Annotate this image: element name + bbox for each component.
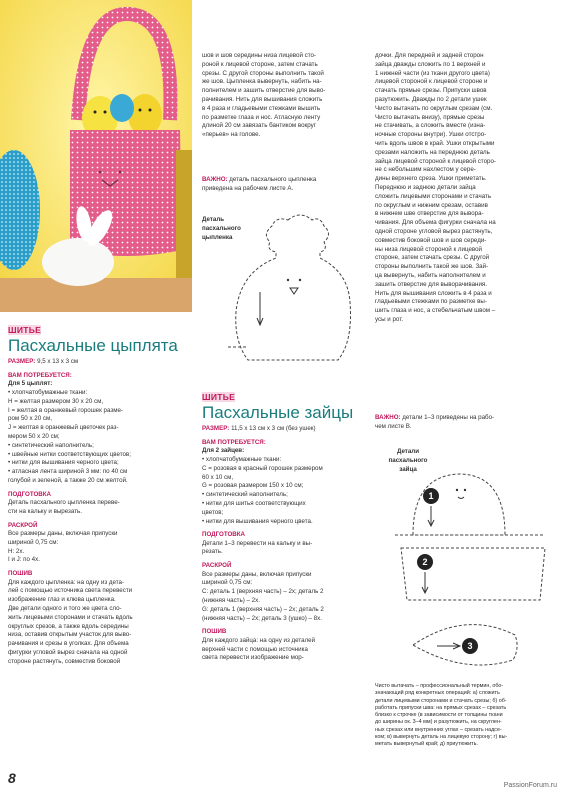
glossary-line: работать припуски шва: на прямых срезах – срезать [375,704,507,711]
bunnies-material-line: • хлопчатобумажные ткани: [202,455,282,463]
text-line: чить вдоль швов в край. Ушки открытыми [375,139,495,147]
bunny-part-1-outline [413,474,505,535]
text-line: Чисто вытачать внизу), прямые срезы [375,113,485,121]
bunnies-cut-line: шириной 0,75 см: [202,579,253,587]
text-line: по разметке глаза и нос. Атласную ленту [202,113,321,121]
note-text: чем листе В. [375,422,412,430]
chicks-cut-line: шириной 0,75 см: [8,538,59,546]
chicks-material-line: I = желтая в оранжевый горошек разме- [8,406,123,414]
glossary-note [375,683,559,749]
chicks-size-value: 9,5 х 13 х 3 см [37,358,79,365]
chicks-sew-label: ПОШИВ [8,570,33,578]
glossary-line: близко к строчке (в зависимости от толщины ткани [375,712,503,719]
text-line: зашить отверстие для выворачивания. [375,280,487,288]
bunnies-cut-text [202,571,372,624]
bunnies-need-label: ВАМ ПОТРЕБУЕТСЯ: [202,438,266,446]
bunnies-material-line: цветов; [202,508,224,516]
text-line: ночные стороны внутри). Ушки отстро- [375,131,487,139]
text-line: усы и рот. [375,315,404,323]
glossary-line: значающий ряд конкретных операций: а) сложить [375,690,500,697]
glossary-line: Чисто вытачать – профессиональный термин, обо- [375,683,504,689]
chicks-sew-line: рачивания и срезы в уголках. Для объема [8,640,129,648]
bunnies-prep-label: ПОДГОТОВКА [202,531,245,539]
bunnies-material-line: • нитки для шитья соответствующих [202,499,306,507]
chicks-materials [8,380,188,486]
chicks-need-label: ВАМ ПОТРЕБУЕТСЯ: [8,371,72,379]
bunny-eye-mark [456,489,458,491]
bunnies-sew-line: Для каждого зайца: на одну из деталей [202,636,316,644]
text-line: стороны выполнить такой же шов. Зай- [375,263,489,271]
bunnies-prep-line: резать. [202,548,223,556]
pattern-label-line: цыпленка [202,233,233,241]
page-number: 8 [8,770,16,786]
bunnies-material-line: G = розовая размером 150 х 10 см; [202,482,304,490]
chicks-sew-line: Две детали одного и того же цвета сло- [8,604,122,612]
bunnies-cut-line: (нижняя часть) – 2х; деталь 3 (ушко) – 8х. [202,614,322,622]
bunnies-sew-line: верхней части с помощью источника [202,645,308,653]
chicks-sew-text [8,579,188,667]
text-line: «перьев» на голове. [202,131,261,139]
bunnies-size-value: 11,5 х 13 см х 3 см (без ушек) [231,425,316,432]
text-line: ны низа лицевой стороной к лицевой [375,245,483,253]
text-line: сложить лицевыми сторонами и стачать [375,192,492,200]
text-line: зайца дважды сложить по 1 верхней и [375,60,486,68]
bunnies-prep-line: Детали 1–3 перевести на кальку и вы- [202,539,313,547]
chick-eye-mark [287,279,289,281]
text-line: зайца лицевой стороной к лицевой сторо- [375,157,496,165]
part-1-number: 1 [428,491,434,501]
chicks-cut-line: Все размеры даны, включая припуски [8,530,118,538]
chicks-material-line: голубой и зеленой, а также 20 см желтой. [8,476,128,484]
chicks-sew-line: жить лицевыми сторонами и стачать вдоль [8,613,133,621]
bunnies-title: Пасхальные зайцы [202,403,354,422]
text-line: срезы. С другой стороны выполнить такой [202,69,324,77]
bunnies-need-for: Для 2 зайцев: [202,447,245,455]
chicks-sew-line: лей с помощью источника света перевести [8,587,133,595]
glossary-line: ных срезах или внутренних углах – срезать надсе- [375,726,502,733]
bunnies-cut-line: Все размеры даны, включая припуски [202,570,312,578]
text-line: Чисто вытачать по округлым срезам (см. [375,104,493,112]
chick-eye-mark [299,279,301,281]
text-line: совместив боковой шов и шов середи- [375,236,487,244]
chicks-sew-line: Для каждого цыпленка: на одну из дета- [8,578,125,586]
text-line: не стачивать, а сложить вместе (изна- [375,122,486,130]
text-line: полнителем и зашить отверстие для выво- [202,87,326,95]
pattern-label-line: Детали [396,448,420,455]
chicks-prep-line: Деталь пасхального цыпленка переве- [8,499,120,507]
text-line: одной стороне угловой вырез растянуть, [375,227,493,235]
bunnies-sew-label: ПОШИВ [202,628,227,636]
text-line: дочки. Для передней и задней сторон [375,52,484,59]
text-line: длиной 20 см завязать бантиком вокруг [202,122,316,130]
text-line: шить глаза и нос, а стебельчатым швом – [375,307,496,315]
text-line: Нить для вышивания сложить в 4 раза и [375,289,492,297]
chicks-cut-line: Н: 2х. [8,547,25,555]
chicks-prep-line: сти на кальку и вырезать. [8,507,82,515]
site-watermark: PassionForum.ru [503,782,557,789]
text-line: Переднюю и заднюю детали зайца [375,183,476,191]
text-line: гладьевыми стежками по разметке вы- [375,298,487,306]
chicks-sew-line: округлых срезов, а также вдоль середины [8,622,129,630]
text-line: срезами наложить на переднюю деталь [375,148,490,156]
text-line: ца вывернуть, набить наполнителем и [375,271,486,279]
glossary-line: ком; в) вывернуть деталь на лицевую сторону; г) вы- [375,734,508,741]
text-line: стороне, затем стачать срезы. С другой [375,254,490,262]
chicks-material-line: • швейные нитки соответствующих цветов; [8,450,131,458]
glossary-line: детали лицевыми сторонами и стачать срезы; б) об- [375,697,507,704]
chicks-sew-line: изображение глаз и клюва цыпленка. [8,596,116,604]
bunnies-cut-line: С: деталь 1 (верхняя часть) – 2х; деталь 2 [202,588,324,596]
bunnies-material-line: 60 х 10 см, [202,473,234,481]
pattern-label-line: Деталь [202,216,225,223]
glossary-line: до ширины ок. 3–4 мм) и разутюжить, на скруглен- [375,719,502,726]
bunny-important-note [375,414,557,432]
text-line: в 4 раза и гладьевыми стежками вышить [202,104,321,112]
chicks-material-line: J = желтая в оранжевый цветочек раз- [8,424,119,432]
bunnies-material-line: С = розовая в красный горошек размером [202,464,323,472]
chicks-sew-continued [202,52,370,140]
pattern-label-line: пасхального [202,224,241,232]
chicks-sew-line: фигурки угловой вырез сначала на одной [8,648,128,656]
bunnies-materials [202,447,372,526]
bunnies-material-line: • синтетический наполнитель; [202,491,288,499]
text-line: дины верхнего среза. Ушки приметать. [375,175,487,183]
chicks-prep-label: ПОДГОТОВКА [8,490,51,498]
note-text: детали 1–3 приведены на рабо- [400,414,495,421]
chicks-material-line: Н = желтая размером 30 х 20 см, [8,397,104,405]
chicks-prep-text [8,499,188,517]
chicks-sew-line: низа, оставив открытым участок для выво- [8,631,132,639]
chicks-column [8,325,188,667]
note-label: ВАЖНО: [202,176,228,183]
chicks-sew-line: стороне растянуть, совместив боковой [8,657,121,665]
chicks-cut-text [8,530,188,565]
chicks-cut-line: I и J: по 4х. [8,556,40,564]
chicks-material-line: • хлопчатобумажные ткани: [8,388,88,396]
bunny-eye-mark [464,489,466,491]
bunnies-section-label: ШИТЬЕ [202,392,236,402]
chick-important-note [202,176,370,194]
chicks-material-line: • нитки для вышивания черного цвета; [8,459,119,467]
bunnies-size-label: РАЗМЕР: [202,425,230,432]
chicks-material-line: ром 50 х 20 см, [8,415,52,423]
text-line: рачивания. Нить для вышивания сложить [202,95,323,103]
text-line: разутюжить. Дважды по 2 детали ушек [375,95,487,103]
bunnies-cut-label: РАСКРОЙ [202,562,232,570]
bunnies-prep-text [202,540,372,558]
text-line: 1 нижней части (из ткани другого цвета) [375,69,490,77]
chicks-material-line: • синтетический наполнитель; [8,441,94,449]
note-text: деталь пасхального цыпленка [227,176,317,183]
note-text: приведена на рабочем листе А. [202,184,294,192]
note-label: ВАЖНО: [375,414,401,421]
easter-photo [0,0,192,312]
part-3-number: 3 [467,641,473,651]
text-line: же шов. Цыпленка вывернуть, набить на- [202,78,322,86]
bunnies-column [202,392,372,663]
bunnies-sew-continued [375,52,557,325]
bunnies-sew-text [202,637,372,663]
chicks-title: Пасхальные цыплята [8,336,178,355]
text-line: чивания. Для объема фигурки сначала на [375,219,496,227]
chicks-section-label: ШИТЬЕ [8,325,42,335]
chicks-need-for: Для 5 цыплят: [8,380,53,388]
photo-illustration [0,0,192,312]
chicks-size-label: РАЗМЕР: [8,358,36,365]
bunnies-material-line: • нитки для вышивания черного цвета. [202,517,313,525]
bunny-pattern-diagram [395,470,560,670]
pattern-label-line: пасхального [388,456,428,464]
chicks-material-line: • атласная лента шириной 3 мм: по 40 см [8,468,128,476]
glossary-line: метать вывернутый край; д) приутюжить. [375,741,478,748]
text-line: стачать прямые срезы. Припуски швов [375,87,487,95]
text-line: по округлым и нижним срезам, оставив [375,201,488,209]
text-line: шов и шов середины низа лицевой сто- [202,52,316,59]
bunnies-cut-line: (нижняя часть) – 2х. [202,597,260,605]
part-2-number: 2 [422,557,428,567]
bunnies-cut-line: G: деталь 1 (верхняя часть) – 2х; деталь 2 [202,605,324,613]
text-line: роной к лицевой стороне, затем стачать [202,60,318,68]
pattern-label-line: зайца [399,465,417,473]
chicks-material-line: мером 50 х 20 см; [8,432,60,440]
chick-pattern-diagram [228,212,373,367]
chicks-cut-label: РАСКРОЙ [8,521,38,529]
bunnies-sew-line: света перевести изображение мор- [202,654,304,662]
text-line: не с небольшим нахлестом у сере- [375,166,476,174]
text-line: в нижнем шве отверстие для вывора- [375,210,484,218]
text-line: лицевой стороной к лицевой стороне и [375,78,488,86]
